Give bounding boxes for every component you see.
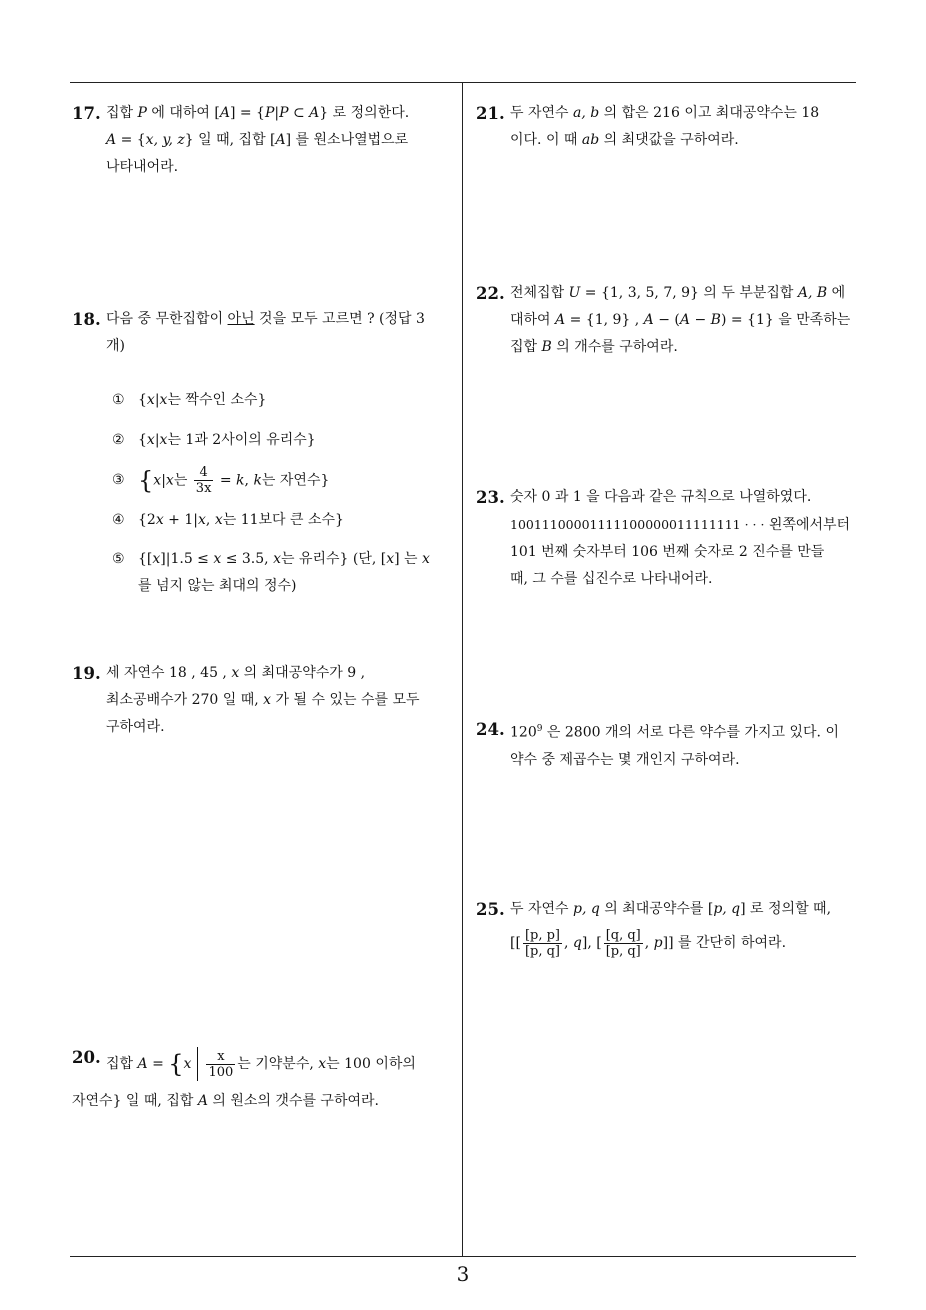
problem-25 [476, 896, 860, 963]
option-5: ⑤ {[x]|1.5 ≤ x ≤ 3.5, x는 유리수} (단, [x] 는 x 를 넘지 않는 최대의 정수) [112, 551, 430, 594]
problem-23 [476, 484, 856, 593]
option-4: ④ {2x + 1|x, x는 11보다 큰 소수} [112, 511, 344, 528]
problem-number: 17. [72, 104, 101, 123]
problem-text: 자연수} 일 때, 집합 A 의 원소의 갯수를 구하여라. [72, 1093, 379, 1109]
problem-text: 구하여라. [106, 719, 165, 735]
problem-number: 21. [476, 104, 505, 123]
problem-text: 대하여 A = {1, 9} , A − (A − B) = {1} 을 만족하는 [510, 312, 851, 328]
problem-24 [476, 716, 860, 774]
problem-18 [72, 306, 456, 600]
problem-17 [72, 100, 452, 181]
problem-20 [72, 1044, 456, 1115]
problem-number: 24. [476, 720, 505, 739]
problem-text: 숫자 0 과 1 을 다음과 같은 규칙으로 나열하였다. [510, 489, 812, 505]
problem-text: 집합 A = {x $\frac{x}{100}$ 는 기약분수, x는 100 이하의 [106, 1048, 416, 1080]
option-3: ③ {x|x는 $\frac{4}{3x}$ = k, k는 자연수} [112, 464, 330, 496]
problem-text: 집합 P 에 대하여 [A] = {P|P ⊂ A} 로 정의한다. [106, 105, 410, 121]
problem-text: 101 번째 숫자부터 106 번째 숫자로 2 진수를 만들 [510, 544, 825, 560]
problem-text: 10011100001111100000011111111 · · · 왼쪽에서부터 [510, 517, 851, 533]
problem-text: 약수 중 제곱수는 몇 개인지 구하여라. [510, 751, 740, 768]
problem-text: 세 자연수 18 , 45 , x 의 최대공약수가 9 , [106, 665, 366, 681]
problem-text: 개) [106, 338, 125, 354]
problem-number: 23. [476, 488, 505, 507]
problem-19 [72, 660, 452, 741]
bottom-rule [70, 1256, 856, 1257]
problem-text: A = {x, y, z} 일 때, 집합 [A] 를 원소나열법으로 [106, 132, 409, 148]
problem-text: 집합 B 의 개수를 구하여라. [510, 339, 678, 355]
problem-text: $120^9$ 은 2800 개의 서로 다른 약수를 가지고 있다. 이 [510, 724, 839, 741]
column-divider [462, 82, 463, 1256]
problem-22 [476, 280, 856, 361]
fraction: $\frac{[q, q]}{[p, q]}$ [605, 927, 641, 959]
fraction: $\frac{4}{3x}$ [195, 464, 212, 496]
problem-number: 25. [476, 900, 505, 919]
problem-21 [476, 100, 856, 154]
problem-text: 이다. 이 때 ab 의 최댓값을 구하여라. [510, 132, 739, 148]
answer-options [112, 380, 456, 600]
problem-text: 두 자연수 p, q 의 최대공약수를 [p, q] 로 정의할 때, [510, 901, 832, 917]
problem-text: 나타내어라. [106, 159, 179, 175]
top-rule [70, 82, 856, 83]
problem-number: 18. [72, 310, 101, 329]
problem-text: 최소공배수가 270 일 때, x 가 될 수 있는 수를 모두 [106, 692, 420, 708]
page-number: 3 [456, 1262, 470, 1286]
problem-number: 20. [72, 1048, 101, 1067]
problem-text: 두 자연수 a, b 의 합은 216 이고 최대공약수는 18 [510, 105, 820, 121]
problem-text: 때, 그 수를 십진수로 나타내어라. [510, 571, 713, 587]
fraction: $\frac{[p, p]}{[p, q]}$ [524, 927, 560, 959]
option-2: ② {x|x는 1과 2사이의 유리수} [112, 431, 316, 448]
problem-number: 19. [72, 664, 101, 683]
problem-text: 다음 중 무한집합이 아닌 것을 모두 고르면 ? (정답 3 [106, 311, 425, 327]
fraction: $\frac{x}{100}$ [208, 1048, 234, 1080]
problem-text: [[ $\frac{[p, p]}{[p, q]}$ , q], [ $\frac{[q, q]}{[p, q]}$ , p]] 를 간단히 하여라. [510, 927, 787, 959]
problem-text: 전체집합 U = {1, 3, 5, 7, 9} 의 두 부분집합 A, B 에 [510, 285, 846, 301]
option-1: ① {x|x는 짝수인 소수} [112, 391, 267, 408]
problem-number: 22. [476, 284, 505, 303]
